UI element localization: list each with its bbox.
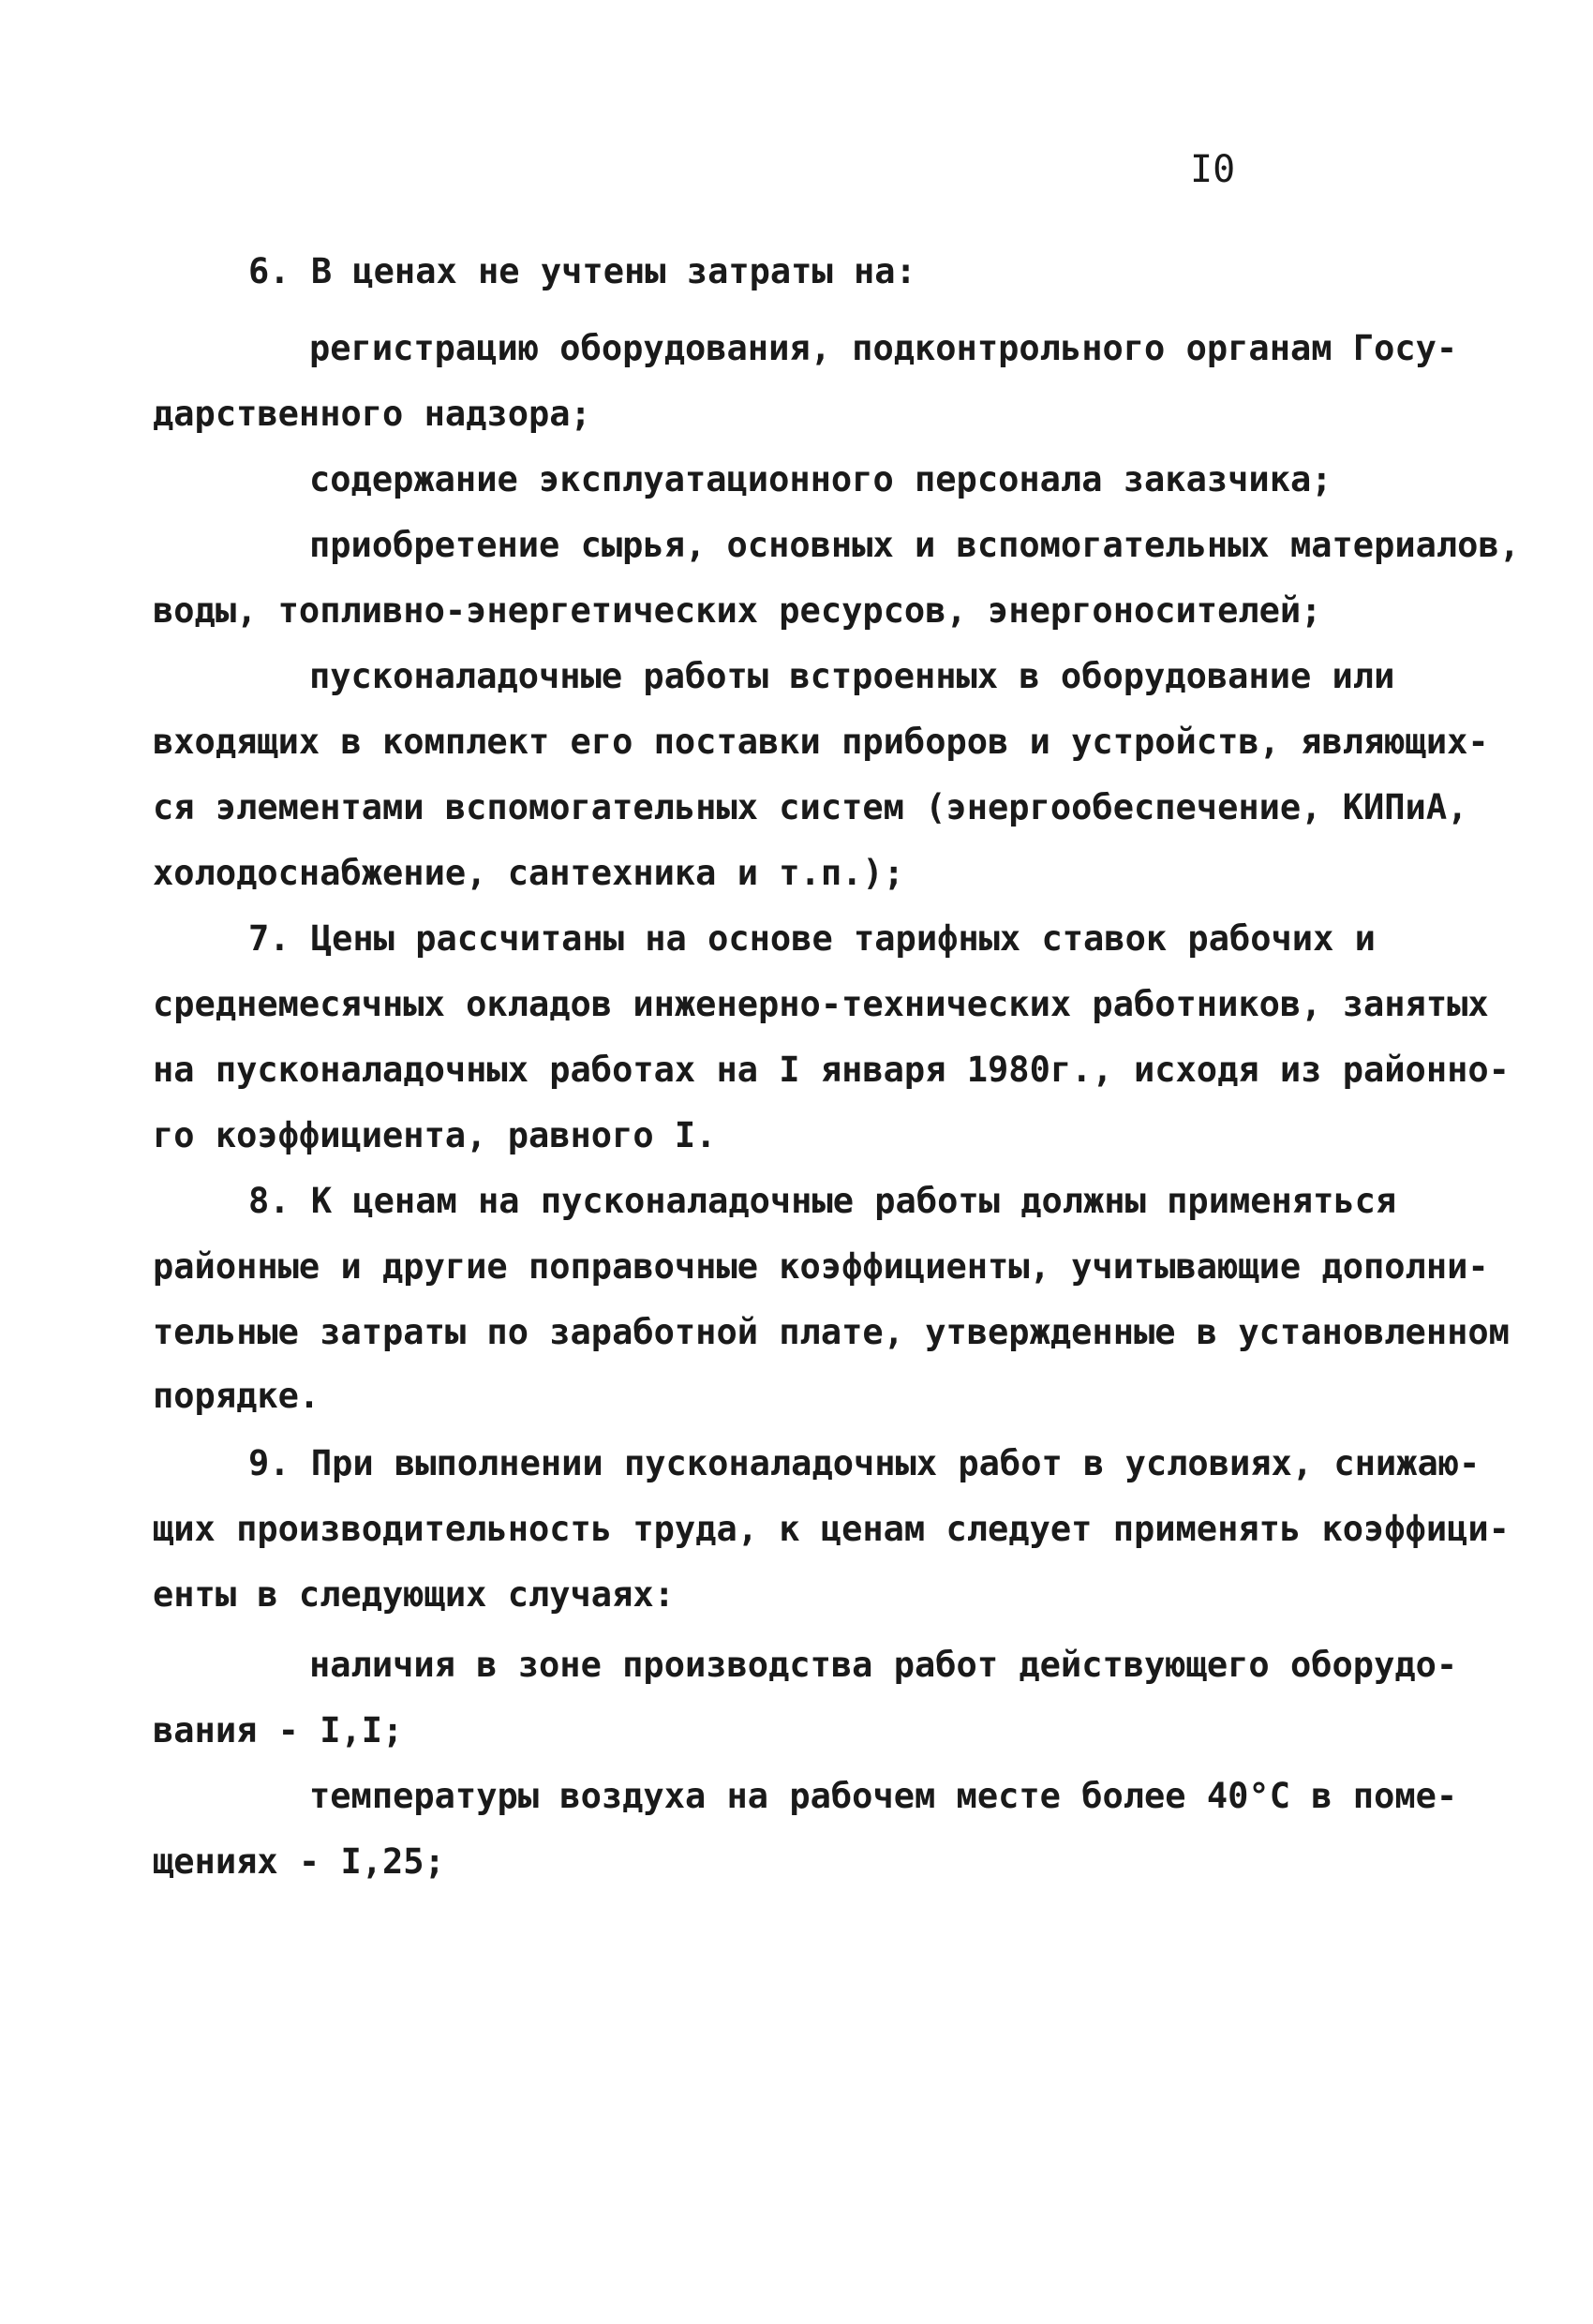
temperature-text: температуры воздуха на рабочем месте более 40 xyxy=(309,1776,1249,1816)
paragraph-line: вания - I,I; xyxy=(153,1710,404,1750)
paragraph-line: щениях - I,25; xyxy=(153,1841,445,1882)
page-number: I0 xyxy=(1190,148,1236,191)
paragraph-line: щих производительность труда, к ценам следует применять коэффици- xyxy=(153,1509,1510,1549)
item-9-line: 9. При выполнении пусконаладочных работ в условиях, снижаю- xyxy=(248,1443,1481,1483)
paragraph-line: холодоснабжение, сантехника и т.п.); xyxy=(153,853,904,893)
item-8-line: 8. К ценам на пусконаладочные работы должны применяться xyxy=(248,1181,1397,1221)
paragraph-line: воды, топливно-энергетических ресурсов, энергоносителей; xyxy=(153,590,1322,631)
paragraph-line: ся элементами вспомогательных систем (энергообеспечение, КИПиА, xyxy=(153,787,1468,827)
paragraph-line: енты в следующих случаях: xyxy=(153,1574,675,1615)
paragraph-line: районные и другие поправочные коэффициенты, учитывающие дополни- xyxy=(153,1246,1489,1287)
item-6-heading: 6. В ценах не учтены затраты на: xyxy=(248,251,916,291)
paragraph-line: приобретение сырья, основных и вспомогательных материалов, xyxy=(309,525,1521,565)
paragraph-line: порядке. xyxy=(153,1376,320,1416)
paragraph-line xyxy=(309,1776,1457,1816)
paragraph-line: на пусконаладочных работах на I января 1980г., исходя из районно- xyxy=(153,1050,1510,1090)
paragraph-line: го коэффициента, равного I. xyxy=(153,1115,717,1155)
paragraph-line: входящих в комплект его поставки приборов и устройств, являющих- xyxy=(153,722,1489,762)
temperature-unit-text: °С в поме- xyxy=(1248,1776,1458,1816)
paragraph-line: тельные затраты по заработной плате, утвержденные в установленном xyxy=(153,1312,1510,1352)
paragraph-line: регистрацию оборудования, подконтрольного органам Госу- xyxy=(309,328,1458,368)
paragraph-line: наличия в зоне производства работ действующего оборудо- xyxy=(309,1645,1458,1685)
paragraph-line: дарственного надзора; xyxy=(153,394,591,434)
paragraph-line: содержание эксплуатационного персонала заказчика; xyxy=(309,459,1332,499)
paragraph-line: пусконаладочные работы встроенных в оборудование или xyxy=(309,656,1395,696)
paragraph-line: среднемесячных окладов инженерно-технических работников, занятых xyxy=(153,984,1489,1024)
item-7-line: 7. Цены рассчитаны на основе тарифных ставок рабочих и xyxy=(248,918,1376,959)
